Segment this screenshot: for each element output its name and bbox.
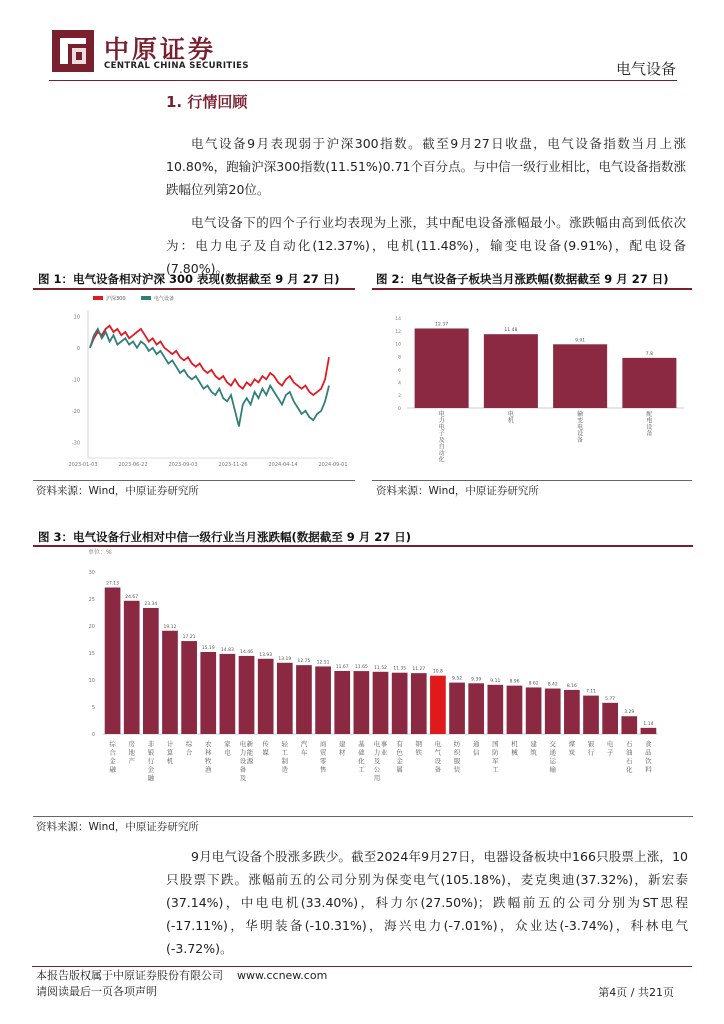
chart3-category-label: 电气设备 [434, 740, 442, 774]
header-divider [49, 80, 677, 81]
chart3-category-label: 农林牧渔 [205, 740, 212, 774]
chart2-ytick-label: 12 [395, 329, 401, 335]
chart3-bar-label: 27.13 [106, 581, 120, 587]
chart1-xtick-label: 2023-01-03 [68, 462, 98, 468]
chart3-bar-label: 9.39 [471, 677, 482, 683]
chart3-bar-label: 9.11 [490, 678, 501, 684]
chart3-category-label: 传媒 [262, 740, 269, 757]
chart3-bar [602, 703, 618, 734]
chart3-bar-label: 24.67 [125, 594, 139, 600]
chart3-category-label: 基础化工 [358, 740, 365, 774]
chart3-bar [449, 683, 465, 734]
chart3-bar [220, 654, 236, 734]
chart3-ytick-label: 10 [88, 678, 95, 684]
chart3-bar-label: 11.52 [374, 665, 387, 671]
chart1-legend-swatch [93, 296, 103, 300]
chart3-bar [373, 672, 389, 734]
figure-2-title: 图 2：电气设备子板块当月涨跌幅(数据截至 9 月 27 日) [376, 272, 669, 286]
company-name-en: CENTRAL CHINA SECURITIES [104, 61, 249, 71]
chart2-category-label: 配电设备 [646, 411, 653, 438]
chart3-category-label: 建筑 [530, 740, 537, 757]
chart2-category-label: 电力电子及自动化 [438, 411, 445, 464]
figure-3-bottom-rule [33, 816, 693, 817]
chart3-bar [545, 689, 561, 734]
chart3-bar-label: 11.27 [412, 667, 426, 673]
page-header [0, 0, 724, 80]
chart3-bar [200, 652, 216, 734]
chart3-bar [354, 671, 370, 734]
figure-3-bar-chart [33, 547, 693, 815]
chart3-bar-label: 8.16 [566, 683, 577, 689]
chart3-bar-label: 8.62 [528, 681, 539, 687]
chart2-bar-label: 12.37 [435, 322, 449, 328]
chart2-bar [553, 344, 607, 408]
chart3-category-label: 综合金融 [109, 740, 116, 774]
chart1-xtick-label: 2023-11-26 [218, 462, 248, 468]
chart1-ytick-label: -30 [71, 440, 80, 447]
chart3-bar [239, 656, 255, 734]
chart3-bar [296, 665, 312, 734]
chart3-bar-label: 5.77 [605, 696, 616, 702]
chart1-xtick-label: 2024-04-14 [268, 462, 298, 468]
section-title: 1. 行情回顾 [166, 93, 248, 111]
chart3-bar-label: 19.12 [163, 624, 177, 630]
chart2-ytick-label: 14 [395, 317, 401, 322]
chart3-category-label: 钢铁 [415, 740, 423, 757]
chart3-bar [430, 676, 446, 734]
chart3-ytick-label: 5 [91, 705, 95, 711]
chart3-ytick-label: 20 [88, 624, 95, 630]
chart1-legend-label: 电气设备 [154, 296, 175, 302]
chart3-category-label: 建材 [338, 740, 346, 757]
chart1-series-line-1 [90, 329, 329, 427]
footer-left [36, 968, 327, 1000]
chart1-xtick-label: 2023-06-22 [118, 462, 148, 468]
footer-copyright: 本报告版权属于中原证券股份有限公司 [36, 969, 223, 982]
chart3-category-label: 电子 [606, 740, 614, 757]
chart2-category-label: 输变电设备 [577, 411, 584, 444]
chart3-bar-label: 17.21 [182, 635, 196, 641]
chart2-bar [622, 358, 676, 408]
paragraph-2: 电气设备下的四个子行业均表现为上涨，其中配电设备涨幅最小。涨跌幅由高到低依次为：电力电子及自动化(12.37%)，电机(11.48%)，输变电设备(9.91%)，配电设备(7.80%)。 [166, 215, 686, 276]
chart3-bar [507, 686, 523, 734]
chart3-bar-label: 3.29 [624, 710, 635, 716]
chart3-bar-label: 14.83 [220, 647, 234, 653]
figure-1-bottom-rule [33, 480, 355, 481]
chart3-bar [277, 663, 293, 734]
chart3-bar [487, 685, 503, 734]
chart3-bar-label: 14.46 [240, 649, 253, 655]
figure-1-source: 资料来源：Wind，中原证券研究所 [36, 485, 199, 497]
chart3-category-label: 电力及公用事业 [373, 740, 388, 782]
chart3-category-label: 计算机 [166, 740, 174, 765]
chart3-bar [641, 728, 657, 734]
chart3-bar-label: 12.51 [316, 660, 330, 666]
chart3-category-label: 银行 [587, 740, 595, 757]
report-category: 电气设备 [615, 60, 676, 78]
page-number: 第4页 / 共21页 [598, 986, 674, 999]
figure-1-line-chart [33, 290, 355, 480]
chart3-bar [143, 608, 159, 734]
chart3-bar [181, 641, 197, 734]
chart3-bar [411, 673, 427, 734]
chart3-bar [315, 666, 331, 734]
figure-2-source: 资料来源：Wind，中原证券研究所 [376, 485, 539, 497]
chart3-bar-label: 15.19 [201, 645, 215, 651]
chart3-bar-label: 8.96 [509, 679, 520, 685]
chart3-ytick-label: 15 [88, 651, 95, 657]
chart1-legend-swatch [141, 296, 151, 300]
chart3-bar-label: 9.52 [452, 676, 463, 682]
chart3-bar-label: 23.34 [144, 601, 158, 607]
chart3-ytick-label: 30 [88, 570, 95, 576]
chart3-bar [105, 587, 121, 734]
chart3-bar-label: 7.11 [586, 689, 597, 695]
chart3-category-label: 房地产 [128, 740, 135, 765]
chart3-ytick-label: 0 [91, 732, 95, 738]
paragraph-3: 9月电气设备个股涨多跌少。截至2024年9月27日，电器设备板块中166只股票上涨，10只股票下跌。涨幅前五的公司分别为保变电气(105.18%)，麦克奥迪(37.32%)，新宏泰(37.14%)，中电电机(33.40%)，科力尔(27.50%)；跌幅前五的公司分别为ST思程(-17.11%)，华明装备(-10.31%)，海兴电力(-7.01%)，众业达(-3.74%)，科林电气(-3.72%)。 [166, 849, 688, 956]
chart3-bar [526, 687, 542, 734]
chart3-bar [258, 659, 274, 734]
footer-notice: 请阅读最后一页各项声明 [36, 985, 157, 998]
company-logo-icon [52, 30, 94, 72]
chart2-bar [484, 334, 538, 408]
chart3-bar-label: 12.75 [297, 659, 311, 665]
chart3-category-label: 汽车 [300, 740, 308, 757]
chart3-bar [583, 696, 599, 734]
chart2-bar-label: 7.8 [645, 351, 653, 357]
chart2-ytick-label: 8 [398, 355, 401, 361]
chart2-ytick-label: 6 [398, 368, 401, 374]
chart1-ytick-label: -20 [71, 408, 80, 415]
figure-1-title: 图 1：电气设备相对沪深 300 表现(数据截至 9 月 27 日) [38, 272, 340, 286]
paragraph-1: 电气设备9月表现弱于沪深300指数。截至9月27日收盘，电气设备指数当月上涨10.80%，跑输沪深300指数(11.51%)0.71个百分点。与中信一级行业相比，电气设备指数涨跌幅位列第20位。 [166, 136, 686, 197]
chart1-xtick-label: 2024-09-01 [318, 462, 348, 468]
chart3-bar [334, 671, 350, 734]
chart3-bar [564, 690, 580, 734]
company-name-cn: 中原证券 [104, 35, 217, 64]
chart3-category-label: 食品饮料 [645, 740, 652, 774]
chart3-ytick-label: 25 [88, 597, 95, 603]
chart3-category-label: 交通运输 [549, 740, 556, 774]
chart3-category-label: 轻工制造 [281, 740, 289, 774]
chart3-bar-label: 1.14 [643, 721, 654, 727]
figure-3-title: 图 3：电气设备行业相对中信一级行业当月涨跌幅(数据截至 9 月 27 日) [38, 530, 412, 544]
chart3-category-label: 家电 [224, 740, 231, 757]
chart2-ytick-label: 4 [398, 381, 401, 387]
chart3-category-label: 综合 [185, 740, 193, 757]
chart3-category-label: 有色金属 [396, 740, 403, 774]
chart3-category-label: 石油石化 [626, 740, 633, 774]
chart3-bar [124, 601, 140, 734]
chart3-bar-label: 13.93 [259, 652, 273, 658]
chart2-ytick-label: 0 [398, 407, 401, 412]
chart3-bar-label: 13.19 [278, 656, 292, 662]
chart1-legend-label: 沪深300 [106, 296, 126, 302]
chart3-category-label: 机械 [511, 740, 518, 757]
chart3-bar-label: 8.42 [547, 682, 558, 688]
chart3-bar [392, 673, 408, 734]
chart2-bar-label: 9.91 [575, 338, 586, 344]
chart3-category-label: 煤炭 [568, 740, 576, 757]
chart2-category-label: 电机 [507, 411, 514, 425]
chart3-category-label: 电力设备及新能源 [239, 740, 254, 782]
chart2-bar-label: 11.48 [504, 328, 518, 334]
chart3-bar [162, 631, 178, 734]
chart1-ytick-label: -10 [71, 377, 80, 384]
chart3-bar [468, 683, 484, 734]
chart1-ytick-label: 10 [73, 314, 80, 321]
footer-divider [32, 966, 692, 967]
chart1-series-line-0 [90, 326, 329, 395]
chart3-unit-label: 单位：% [88, 549, 112, 556]
chart2-bar [415, 328, 469, 408]
chart1-xtick-label: 2023-09-03 [168, 462, 198, 468]
chart3-bar-label: 11.35 [393, 666, 407, 672]
figure-3-source: 资料来源：Wind，中原证券研究所 [36, 821, 199, 833]
chart2-ytick-label: 10 [395, 342, 401, 348]
chart3-bar-label: 11.67 [335, 664, 349, 670]
figure-2-bottom-rule [372, 480, 692, 481]
figure-2-bar-chart [372, 290, 692, 480]
chart2-ytick-label: 2 [398, 394, 401, 400]
chart3-bar-label: 10.8 [432, 669, 443, 675]
chart3-category-label: 国防军工 [492, 740, 499, 774]
footer-url[interactable]: www.ccnew.com [237, 969, 328, 982]
chart3-category-label: 非银行金融 [147, 740, 155, 782]
chart1-ytick-label: 0 [76, 345, 80, 352]
chart3-category-label: 商贸零售 [319, 740, 327, 774]
chart3-bar-label: 11.65 [354, 665, 368, 671]
chart3-bar [621, 716, 637, 734]
chart3-category-label: 通信 [472, 740, 480, 757]
chart3-category-label: 纺织服装 [453, 740, 461, 774]
